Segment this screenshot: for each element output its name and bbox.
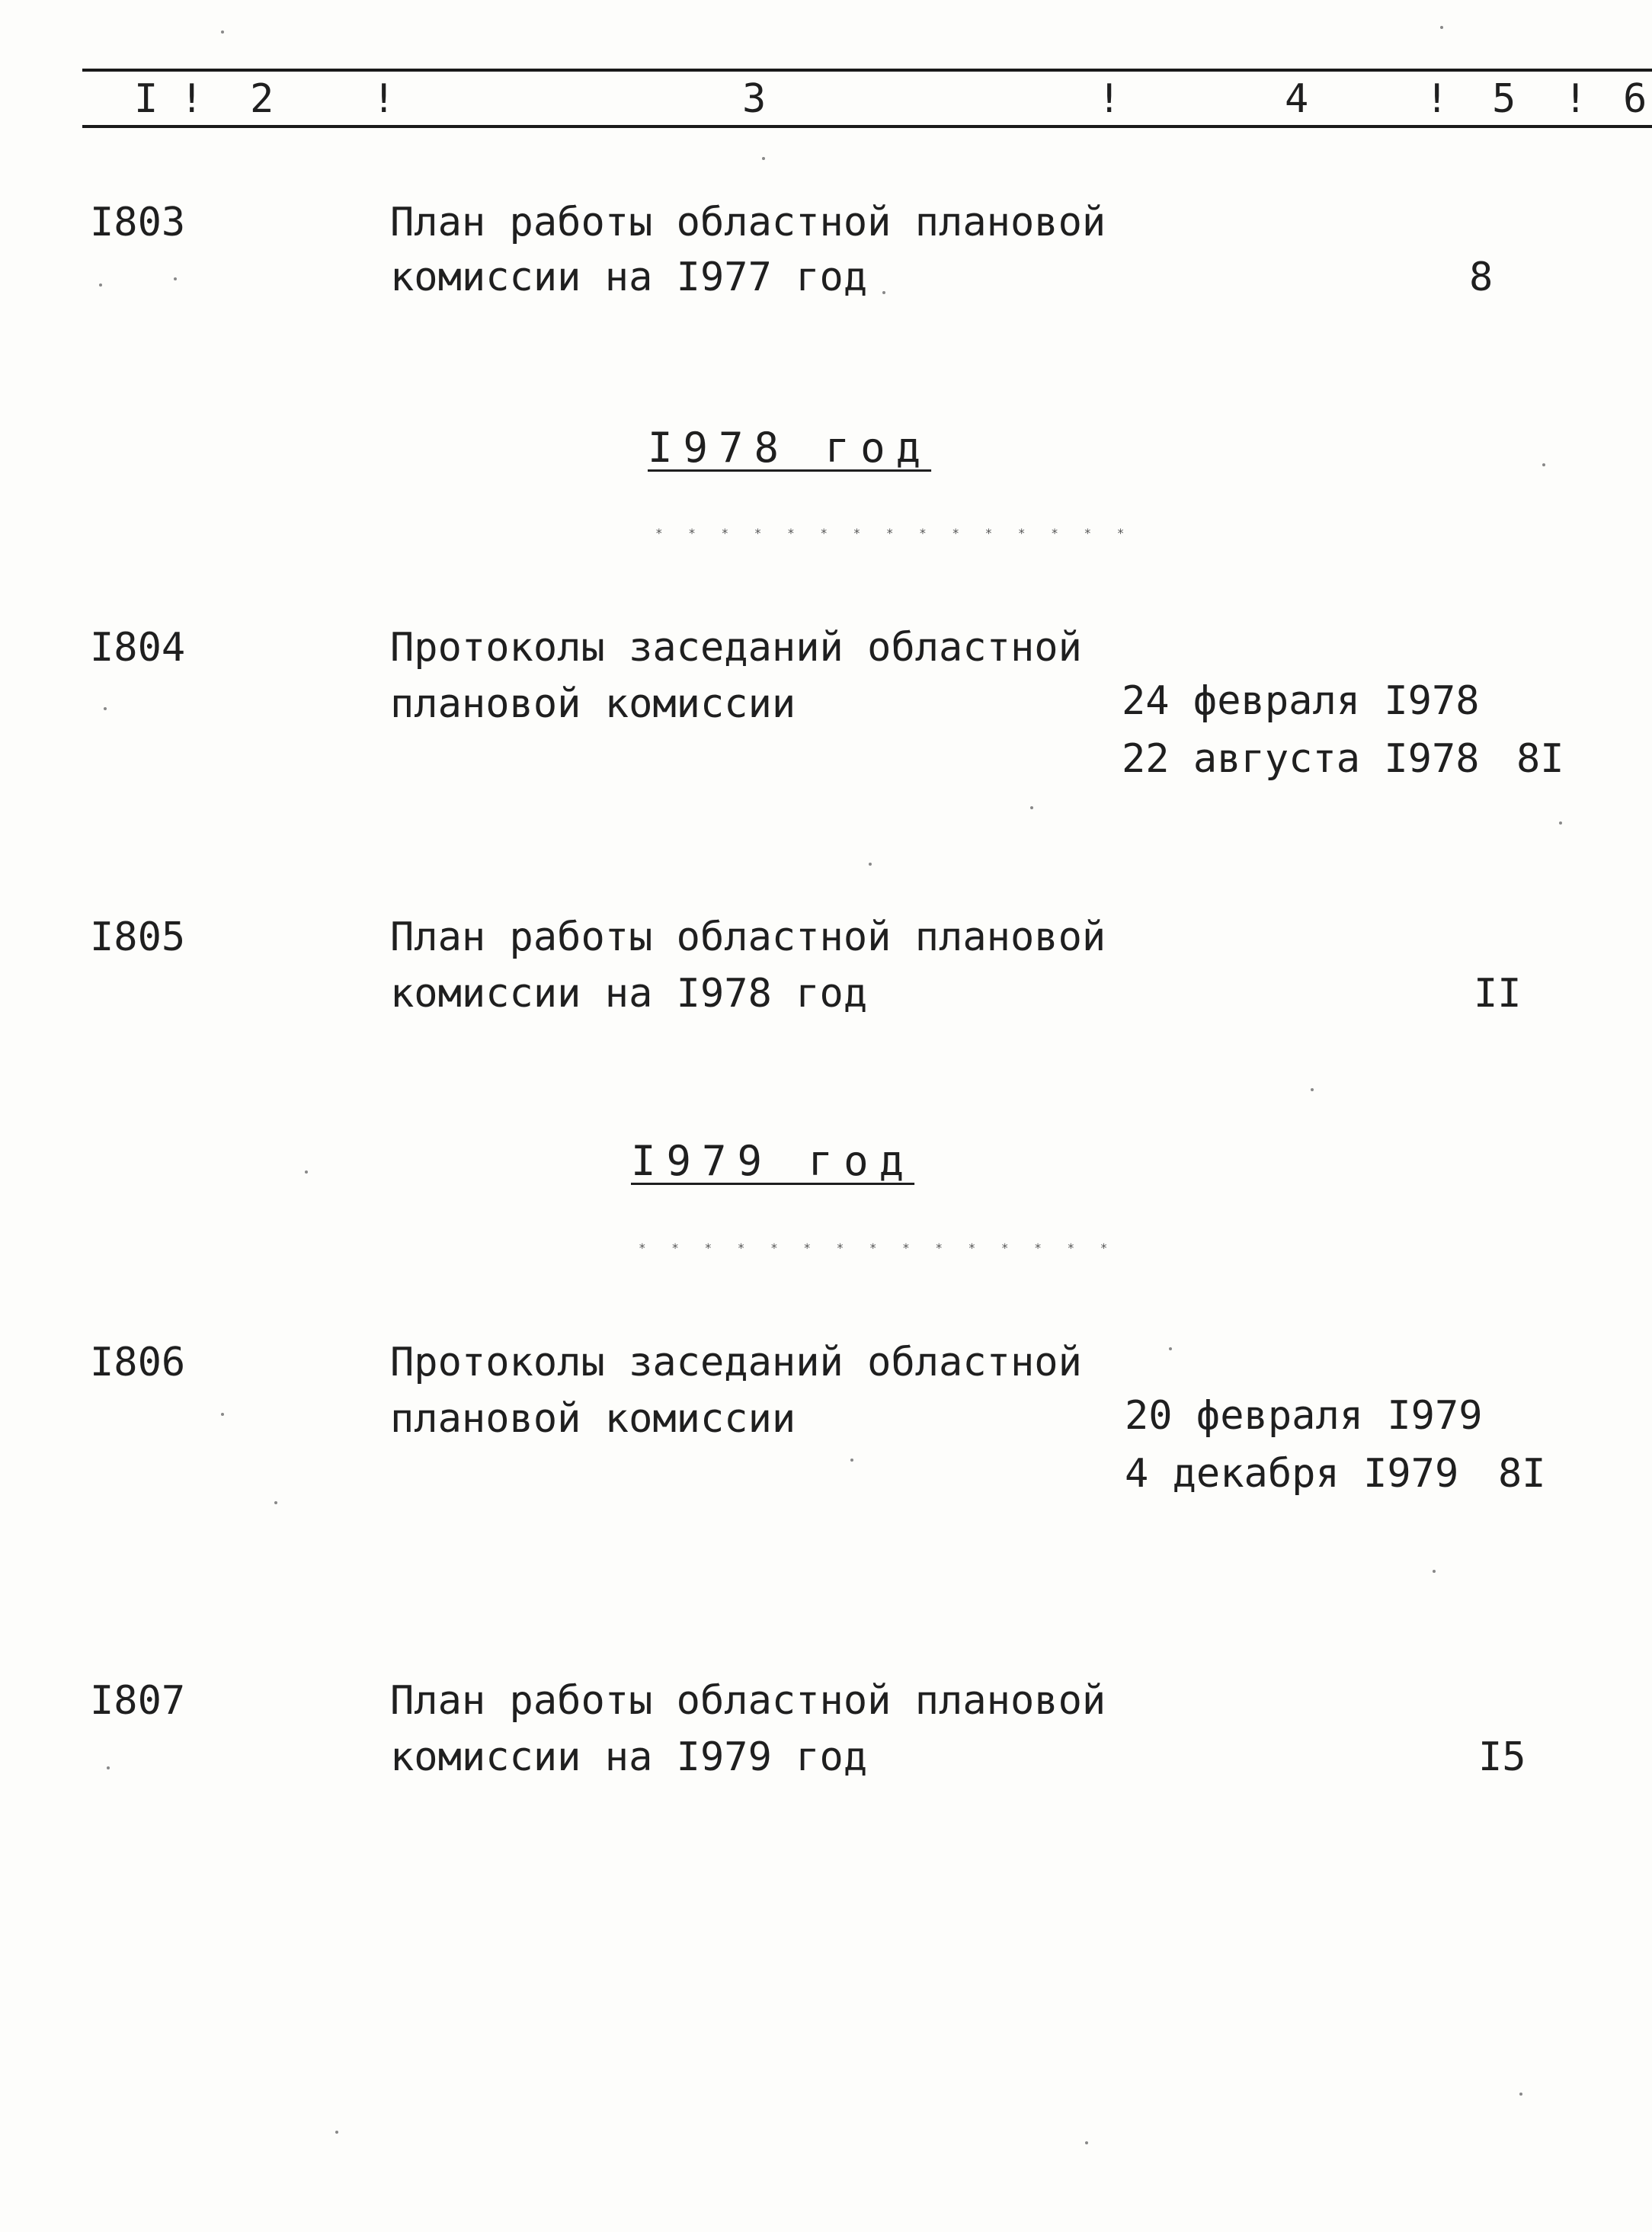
header-bottom-rule bbox=[82, 125, 1652, 128]
entry-sheets: II bbox=[1474, 971, 1522, 1017]
paper-speck bbox=[1433, 1570, 1436, 1573]
entry-title-line1: План работы областной плановой bbox=[390, 1678, 1106, 1724]
entry-sheets: 8 bbox=[1469, 255, 1494, 300]
entry-title-line1: Протоколы заседаний областной bbox=[390, 625, 1082, 671]
entry-number: I804 bbox=[90, 625, 186, 671]
column-header-3: 3 bbox=[742, 76, 771, 122]
column-separator: ! bbox=[180, 76, 209, 122]
paper-speck bbox=[104, 707, 107, 710]
paper-speck bbox=[850, 1459, 853, 1462]
paper-speck bbox=[174, 277, 177, 280]
paper-speck bbox=[882, 291, 885, 294]
entry-date-start: 24 февраля I978 bbox=[1122, 678, 1480, 724]
column-header-5: 5 bbox=[1492, 76, 1521, 122]
entry-date-start: 20 февраля I979 bbox=[1125, 1393, 1483, 1439]
entry-title-line2: комиссии на I978 год bbox=[390, 971, 868, 1017]
paper-speck bbox=[274, 1501, 277, 1504]
column-separator: ! bbox=[1425, 76, 1454, 122]
entry-title-line1: План работы областной плановой bbox=[390, 200, 1106, 245]
column-header-6: 6 bbox=[1623, 76, 1652, 122]
paper-speck bbox=[335, 2131, 338, 2134]
paper-speck bbox=[99, 283, 102, 287]
paper-speck bbox=[1085, 2141, 1088, 2144]
paper-speck bbox=[221, 1413, 224, 1416]
paper-speck bbox=[1311, 1088, 1314, 1091]
entry-number: I807 bbox=[90, 1678, 186, 1724]
year-heading-1979: I979 год bbox=[631, 1137, 915, 1185]
column-header-4: 4 bbox=[1285, 76, 1314, 122]
entry-number: I806 bbox=[90, 1340, 186, 1385]
entry-sheets: 8I bbox=[1516, 736, 1564, 782]
paper-speck bbox=[762, 157, 765, 160]
entry-number: I805 bbox=[90, 914, 186, 960]
column-header-1: I bbox=[134, 76, 163, 122]
column-separator: ! bbox=[1564, 76, 1593, 122]
paper-speck bbox=[1542, 463, 1545, 466]
column-separator: ! bbox=[1097, 76, 1126, 122]
paper-speck bbox=[1559, 821, 1562, 825]
paper-speck bbox=[305, 1170, 308, 1174]
entry-sheets: 8I bbox=[1498, 1451, 1546, 1497]
column-header-2: 2 bbox=[250, 76, 279, 122]
entry-number: I803 bbox=[90, 200, 186, 245]
entry-date-end: 4 декабря I979 bbox=[1125, 1451, 1459, 1497]
header-top-rule bbox=[82, 69, 1652, 72]
entry-title-line2: плановой комиссии bbox=[390, 681, 796, 727]
paper-speck bbox=[1440, 26, 1443, 29]
column-separator: ! bbox=[372, 76, 401, 122]
decorative-dot-line: * * * * * * * * * * * * * * * bbox=[639, 1241, 1117, 1255]
entry-date-end: 22 августа I978 bbox=[1122, 736, 1480, 782]
paper-speck bbox=[869, 863, 872, 866]
paper-speck bbox=[107, 1766, 110, 1769]
paper-speck bbox=[1519, 2093, 1522, 2096]
paper-speck bbox=[1030, 806, 1033, 809]
year-heading-1978: I978 год bbox=[648, 424, 932, 472]
decorative-dot-line: * * * * * * * * * * * * * * * bbox=[655, 526, 1134, 540]
paper-speck bbox=[221, 30, 224, 34]
entry-title-line2: плановой комиссии bbox=[390, 1396, 796, 1442]
entry-title-line1: План работы областной плановой bbox=[390, 914, 1106, 960]
entry-sheets: I5 bbox=[1478, 1734, 1526, 1780]
paper-speck bbox=[1169, 1347, 1172, 1350]
entry-title-line1: Протоколы заседаний областной bbox=[390, 1340, 1082, 1385]
entry-title-line2: комиссии на I977 год bbox=[390, 255, 868, 300]
entry-title-line2: комиссии на I979 год bbox=[390, 1734, 868, 1780]
